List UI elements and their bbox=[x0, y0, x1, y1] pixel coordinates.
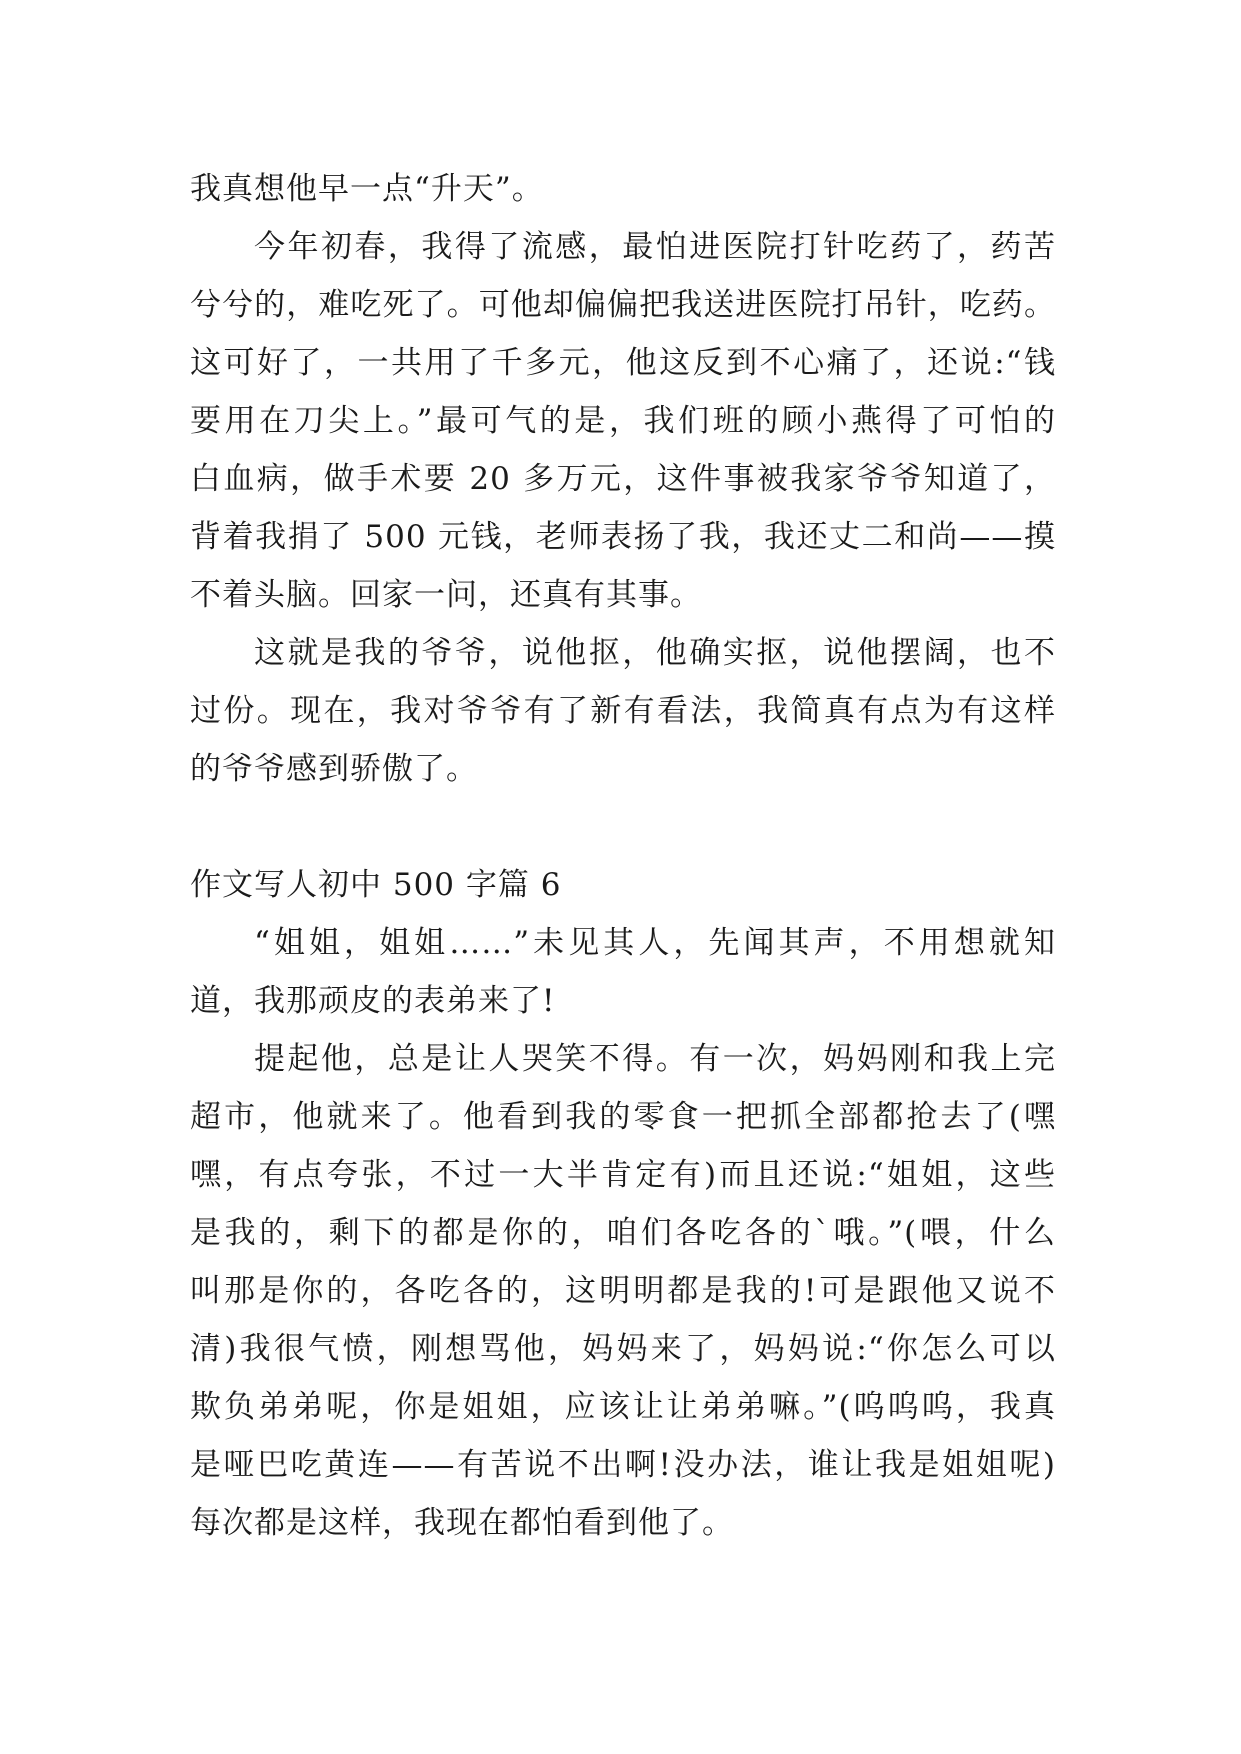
text-line: 的爷爷感到骄傲了。 bbox=[190, 751, 478, 787]
text-line: 清)我很气愤，刚想骂他，妈妈来了，妈妈说:“你怎么可以 bbox=[190, 1331, 1056, 1367]
paragraph bbox=[190, 624, 1056, 798]
paragraph bbox=[190, 218, 1056, 624]
paragraph-gap bbox=[190, 798, 1056, 856]
text-line: 我真想他早一点“升天”。 bbox=[190, 171, 544, 207]
text-line: 叫那是你的，各吃各的，这明明都是我的!可是跟他又说不 bbox=[190, 1273, 1056, 1309]
text-line: 白血病，做手术要 20 多万元，这件事被我家爷爷知道了， bbox=[190, 461, 1056, 497]
text-line: 背着我捐了 500 元钱，老师表扬了我，我还丈二和尚——摸 bbox=[190, 519, 1056, 555]
text-line: “姐姐，姐姐……”未见其人，先闻其声，不用想就知 bbox=[254, 925, 1056, 961]
text-line: 超市，他就来了。他看到我的零食一把抓全部都抢去了(嘿 bbox=[190, 1099, 1056, 1135]
section-title: 作文写人初中 500 字篇 6 bbox=[190, 867, 562, 903]
text-line: 这可好了，一共用了千多元，他这反到不心痛了，还说:“钱 bbox=[190, 345, 1056, 381]
text-line: 提起他，总是让人哭笑不得。有一次，妈妈刚和我上完 bbox=[254, 1041, 1056, 1077]
document-body bbox=[190, 160, 1056, 1552]
text-line: 欺负弟弟呢，你是姐姐，应该让让弟弟嘛。”(呜呜呜，我真 bbox=[190, 1389, 1056, 1425]
text-line: 这就是我的爷爷，说他抠，他确实抠，说他摆阔，也不 bbox=[254, 635, 1056, 671]
text-line: 不着头脑。回家一问，还真有其事。 bbox=[190, 577, 702, 613]
text-line: 要用在刀尖上。”最可气的是，我们班的顾小燕得了可怕的 bbox=[190, 403, 1056, 439]
text-line: 是我的，剩下的都是你的，咱们各吃各的`哦。”(喂，什么 bbox=[190, 1215, 1056, 1251]
paragraph bbox=[190, 1030, 1056, 1552]
text-line: 是哑巴吃黄连——有苦说不出啊!没办法，谁让我是姐姐呢) bbox=[190, 1447, 1056, 1483]
text-line: 过份。现在，我对爷爷有了新有看法，我简真有点为有这样 bbox=[190, 693, 1056, 729]
paragraph bbox=[190, 914, 1056, 1030]
text-line: 每次都是这样，我现在都怕看到他了。 bbox=[190, 1505, 734, 1541]
paragraph bbox=[190, 160, 1056, 218]
text-line: 兮兮的，难吃死了。可他却偏偏把我送进医院打吊针，吃药。 bbox=[190, 287, 1056, 323]
text-line: 道，我那顽皮的表弟来了! bbox=[190, 983, 556, 1019]
text-line: 嘿，有点夸张，不过一大半肯定有)而且还说:“姐姐，这些 bbox=[190, 1157, 1056, 1193]
text-line: 今年初春，我得了流感，最怕进医院打针吃药了，药苦 bbox=[254, 229, 1056, 265]
